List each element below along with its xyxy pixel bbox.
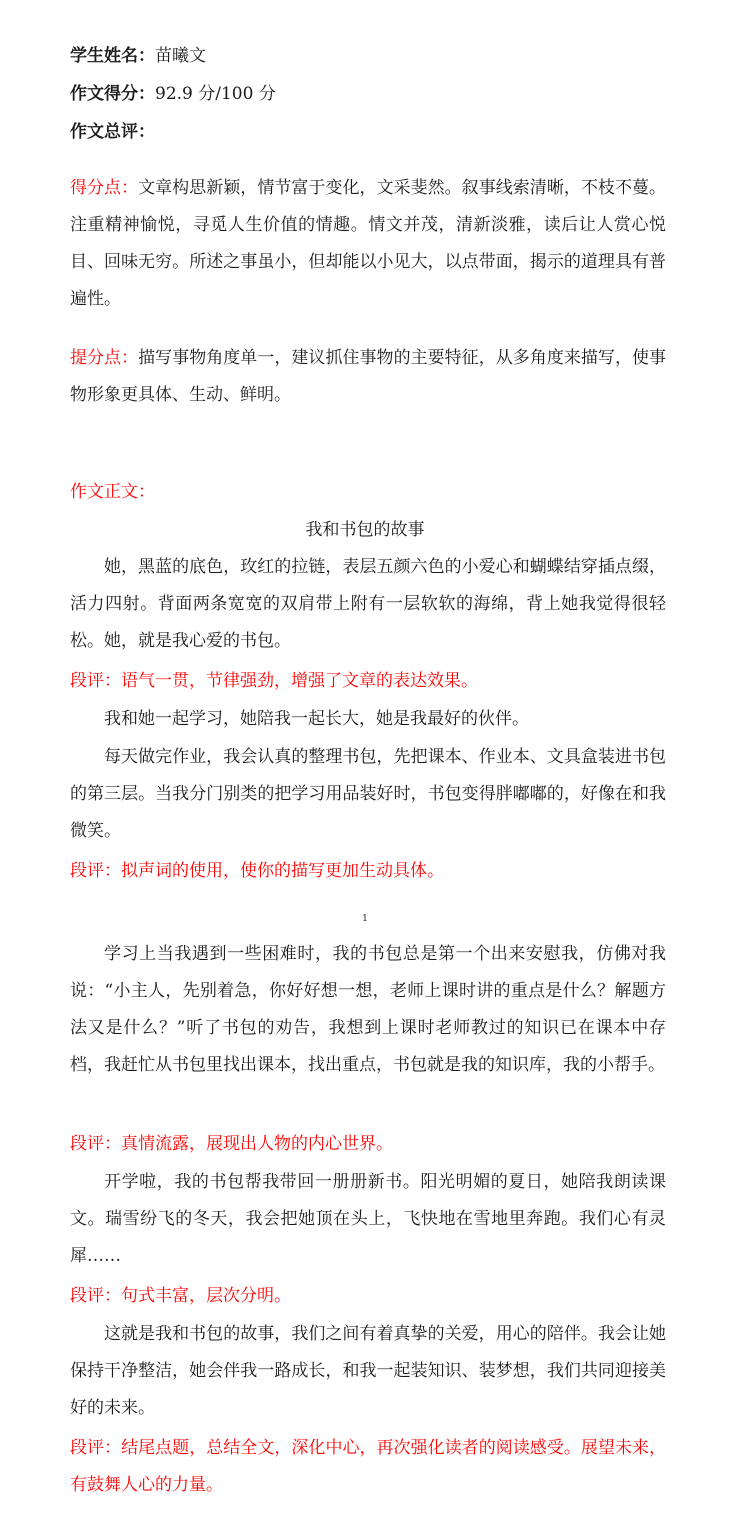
page-number: 1 xyxy=(362,914,368,924)
essay-section-label: 作文正文： xyxy=(70,482,155,502)
essay-paragraph-4: 学习上当我遇到一些困难时，我的书包总是第一个出来安慰我，仿佛对我说：“小主人，先别着急，你好好想一想，老师上课时讲的重点是什么？解题方法又是什么？”听了书包的劝告，我想到上课时老师教过的知识已在课本中存档，我赶忙从书包里找出课本，找出重点，书包就是我的知识库，我的小帮手。 xyxy=(70,944,666,1075)
student-name-row xyxy=(70,38,670,74)
essay-title: 我和书包的故事 xyxy=(305,520,425,540)
essay-paragraph-2: 我和她一起学习，她陪我一起长大，她是我最好的伙伴。 xyxy=(104,709,529,729)
score-label: 作文得分： xyxy=(70,84,155,104)
strengths-paragraph xyxy=(70,170,666,318)
essay-paragraph-5: 开学啦，我的书包帮我带回一册册新书。阳光明媚的夏日，她陪我朗读课文。瑞雪纷飞的冬天，我会把她顶在头上，飞快地在雪地里奔跑。我们心有灵犀…… xyxy=(70,1172,666,1266)
comment-4: 段评：句式丰富，层次分明。 xyxy=(70,1286,291,1306)
strengths-label: 得分点： xyxy=(70,178,139,198)
essay-paragraph-3: 每天做完作业，我会认真的整理书包，先把课本、作业本、文具盒装进书包的第三层。当我分门别类的把学习用品装好时，书包变得胖嘟嘟的，好像在和我微笑。 xyxy=(70,747,666,841)
strengths-text: 文章构思新颖，情节富于变化，文采斐然。叙事线索清晰，不枝不蔓。注重精神愉悦，寻觅人生价值的情趣。情文并茂，清新淡雅，读后让人赏心悦目、回味无穷。所述之事虽小，但却能以小见大，以点带面，揭示的道理具有普遍性。 xyxy=(70,178,667,309)
comment-5: 段评：结尾点题，总结全文，深化中心，再次强化读者的阅读感受。展望未来，有鼓舞人心的力量。 xyxy=(70,1438,666,1495)
comment-3: 段评：真情流露，展现出人物的内心世界。 xyxy=(70,1134,393,1154)
improvements-text: 描写事物角度单一，建议抓住事物的主要特征，从多角度来描写，使事物形象更具体、生动、鲜明。 xyxy=(70,348,667,405)
student-name-label: 学生姓名： xyxy=(70,46,155,66)
score-value: 92.9 分/100 分 xyxy=(155,84,276,104)
essay-paragraph-6: 这就是我和书包的故事，我们之间有着真挚的关爱，用心的陪伴。我会让她保持干净整洁，她会伴我一路成长，和我一起装知识、装梦想，我们共同迎接美好的未来。 xyxy=(70,1324,666,1418)
improvements-paragraph xyxy=(70,340,666,414)
comment-2: 段评：拟声词的使用，使你的描写更加生动具体。 xyxy=(70,861,444,881)
comment-1: 段评：语气一贯，节律强劲，增强了文章的表达效果。 xyxy=(70,671,478,691)
student-name-value: 苗曦文 xyxy=(155,46,206,66)
improvements-label: 提分点： xyxy=(70,348,139,368)
essay-paragraph-1: 她，黑蓝的底色，玫红的拉链，表层五颜六色的小爱心和蝴蝶结穿插点缀，活力四射。背面两条宽宽的双肩带上附有一层软软的海绵，背上她我觉得很轻松。她，就是我心爱的书包。 xyxy=(70,557,666,651)
review-label: 作文总评： xyxy=(70,122,155,142)
score-row xyxy=(70,76,670,112)
